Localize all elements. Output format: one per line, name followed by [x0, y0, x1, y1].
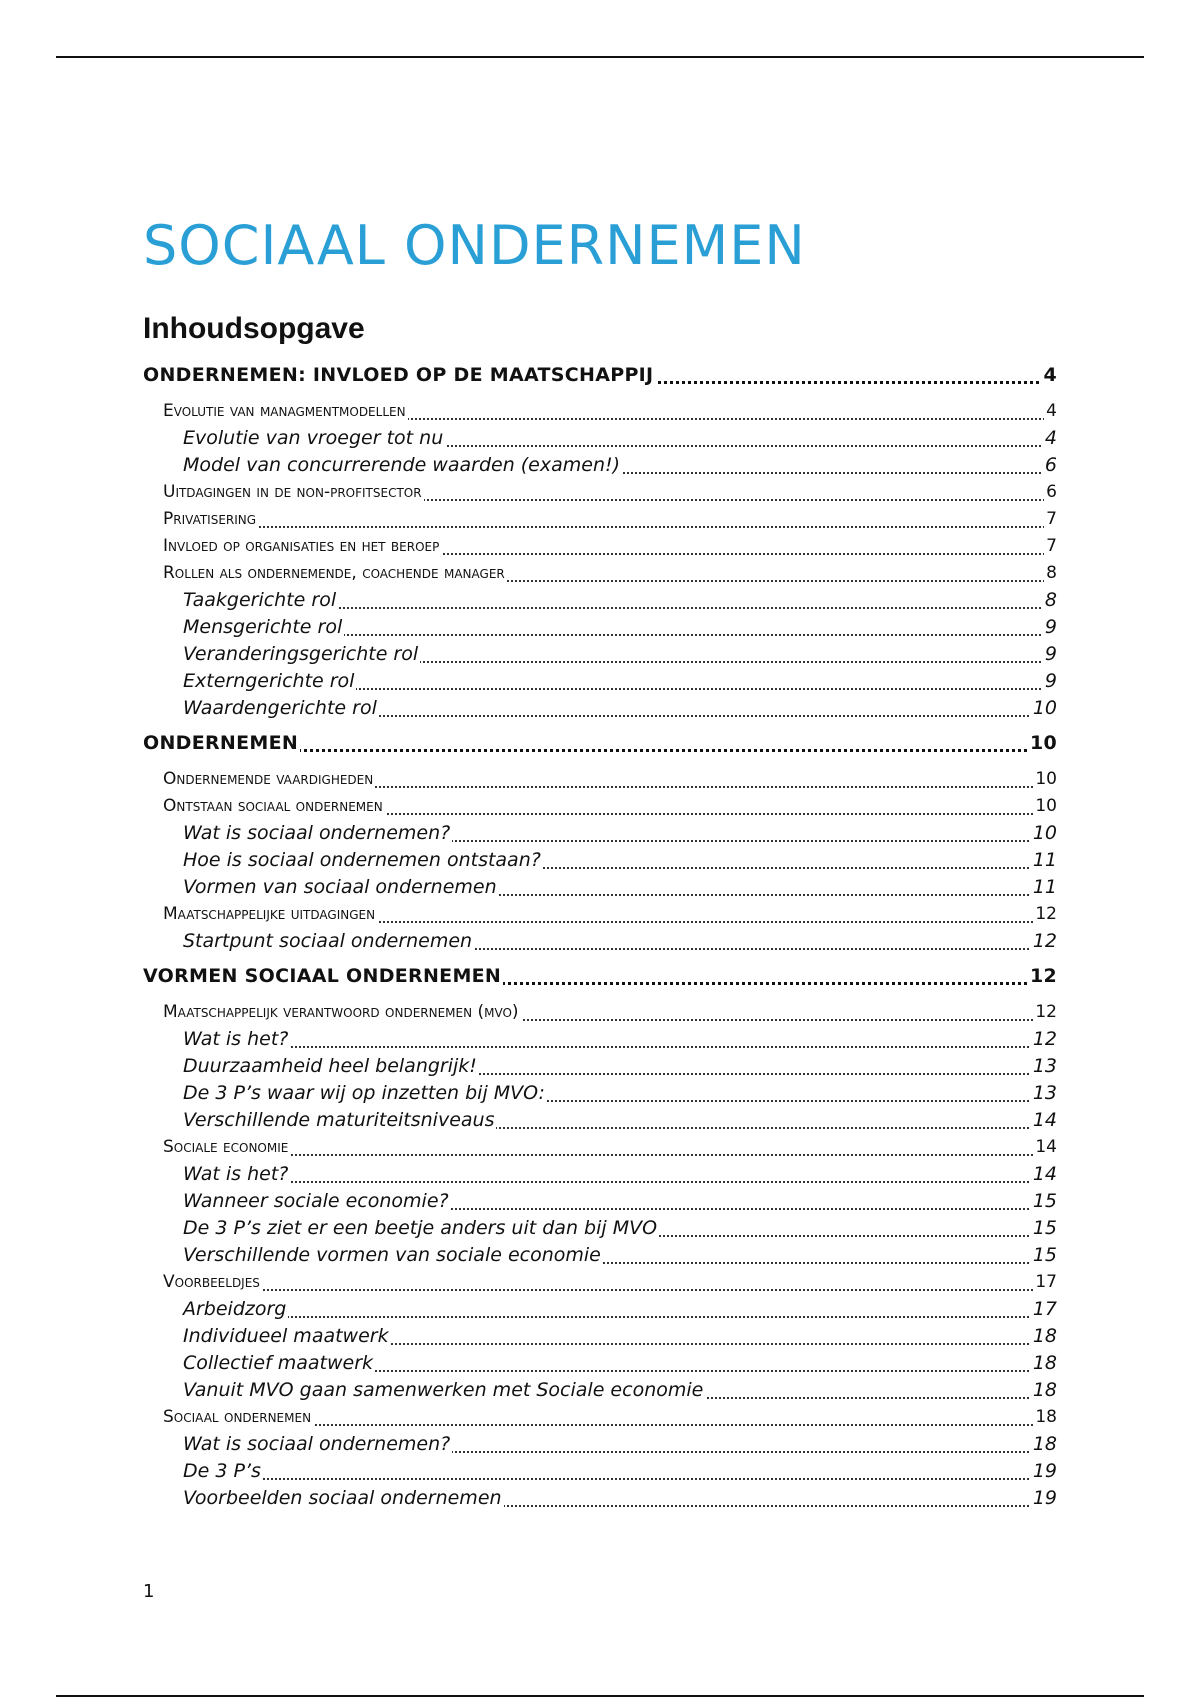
toc-entry[interactable] [143, 1458, 1057, 1485]
toc-entry-page: 18 [1031, 1431, 1057, 1458]
toc-entry-page: 14 [1033, 1134, 1057, 1161]
toc-entry-page: 13 [1031, 1080, 1057, 1107]
toc-entry-page: 10 [1033, 793, 1057, 820]
toc-entry[interactable] [143, 766, 1057, 793]
toc-entry-page: 15 [1031, 1242, 1057, 1269]
toc-entry-label: Wat is sociaal ondernemen? [183, 1433, 451, 1455]
toc-entry-label: Voorbeeldjes [163, 1272, 260, 1292]
toc-entry-label: Verschillende vormen van sociale economie [183, 1244, 601, 1266]
page-number: 1 [143, 1581, 155, 1602]
toc-entry-page: 7 [1044, 533, 1057, 560]
toc-entry[interactable] [143, 1323, 1057, 1350]
toc-entry-label: Hoe is sociaal ondernemen ontstaan? [183, 849, 541, 871]
toc-entry[interactable] [143, 1350, 1057, 1377]
toc-entry[interactable] [143, 1107, 1057, 1134]
toc-dot-leader [183, 1478, 1057, 1480]
toc-entry-label: Taakgerichte rol [183, 589, 337, 611]
toc-entry-page: 15 [1031, 1188, 1057, 1215]
toc-entry[interactable] [143, 793, 1057, 820]
toc-entry[interactable] [143, 999, 1057, 1026]
toc-dot-leader [163, 526, 1057, 528]
toc-entry-page: 10 [1033, 766, 1057, 793]
toc-entry-label: Startpunt sociaal ondernemen [183, 930, 473, 952]
toc-entry-label: Maatschappelijk verantwoord ondernemen (mvo) [163, 1002, 519, 1022]
toc-entry[interactable] [143, 901, 1057, 928]
toc-entry-label: Invloed op organisaties en het beroep [163, 536, 440, 556]
toc-entry-page: 4 [1043, 425, 1057, 452]
toc-entry[interactable] [143, 560, 1057, 587]
toc-entry-label: Verschillende maturiteitsniveaus [183, 1109, 495, 1131]
toc-entry-label: Privatisering [163, 509, 257, 529]
toc-entry-label: Rollen als ondernemende, coachende manager [163, 563, 505, 583]
toc-entry[interactable] [143, 1242, 1057, 1269]
toc-entry-label: Duurzaamheid heel belangrijk! [183, 1055, 477, 1077]
table-of-contents [143, 360, 1057, 1512]
toc-entry-label: Ondernemende vaardigheden [163, 769, 374, 789]
toc-entry[interactable] [143, 695, 1057, 722]
toc-entry-label: Sociaal ondernemen [163, 1407, 312, 1427]
toc-entry-page: 18 [1031, 1377, 1057, 1404]
toc-entry[interactable] [143, 1188, 1057, 1215]
toc-entry-label: Vanuit MVO gaan samenwerken met Sociale economie [183, 1379, 704, 1401]
toc-dot-leader [163, 1154, 1057, 1156]
toc-entry-page: 7 [1044, 506, 1057, 533]
toc-entry[interactable] [143, 961, 1057, 992]
toc-entry-page: 18 [1031, 1350, 1057, 1377]
toc-entry-page: 12 [1033, 999, 1057, 1026]
toc-entry-page: 10 [1028, 728, 1057, 759]
document-title: SOCIAAL ONDERNEMEN [143, 214, 806, 277]
toc-entry-label: Voorbeelden sociaal ondernemen [183, 1487, 502, 1509]
toc-entry-label: Wat is het? [183, 1163, 289, 1185]
toc-entry-label: Vormen van sociaal ondernemen [183, 876, 497, 898]
toc-entry-label: Waardengerichte rol [183, 697, 377, 719]
toc-entry[interactable] [143, 533, 1057, 560]
toc-entry-page: 4 [1041, 360, 1057, 391]
toc-entry-page: 11 [1031, 847, 1057, 874]
toc-entry[interactable] [143, 641, 1057, 668]
toc-entry[interactable] [143, 1161, 1057, 1188]
toc-entry[interactable] [143, 1404, 1057, 1431]
toc-entry-page: 11 [1031, 874, 1057, 901]
toc-entry-label: ONDERNEMEN: INVLOED OP DE MAATSCHAPPIJ [143, 364, 654, 386]
toc-entry[interactable] [143, 452, 1057, 479]
toc-entry-label: Ontstaan sociaal ondernemen [163, 796, 383, 816]
toc-entry[interactable] [143, 1377, 1057, 1404]
toc-entry-page: 4 [1044, 398, 1057, 425]
toc-entry[interactable] [143, 1485, 1057, 1512]
toc-entry[interactable] [143, 614, 1057, 641]
toc-entry-label: ONDERNEMEN [143, 732, 299, 754]
toc-entry-page: 17 [1031, 1296, 1057, 1323]
toc-entry-page: 19 [1031, 1458, 1057, 1485]
toc-entry-page: 19 [1031, 1485, 1057, 1512]
toc-entry[interactable] [143, 360, 1057, 391]
toc-dot-leader [183, 1181, 1057, 1183]
toc-entry-label: De 3 P’s waar wij op inzetten bij MVO: [183, 1082, 545, 1104]
toc-entry-page: 6 [1043, 452, 1057, 479]
toc-entry[interactable] [143, 728, 1057, 759]
toc-entry-label: Individueel maatwerk [183, 1325, 389, 1347]
toc-entry-label: Mensgerichte rol [183, 616, 343, 638]
header-rule [56, 56, 1144, 58]
toc-entry-page: 10 [1031, 820, 1057, 847]
toc-entry-page: 13 [1031, 1053, 1057, 1080]
toc-entry[interactable] [143, 1026, 1057, 1053]
toc-entry-label: Model van concurrerende waarden (examen!) [183, 454, 621, 476]
toc-entry[interactable] [143, 820, 1057, 847]
toc-entry-label: Wanneer sociale economie? [183, 1190, 449, 1212]
toc-entry-label: Evolutie van managmentmodellen [163, 401, 406, 421]
toc-entry[interactable] [143, 506, 1057, 533]
toc-entry[interactable] [143, 1269, 1057, 1296]
toc-entry-label: De 3 P’s ziet er een beetje anders uit dan bij MVO [183, 1217, 658, 1239]
footer-rule [56, 1695, 1144, 1697]
toc-entry-page: 12 [1028, 961, 1057, 992]
toc-entry-label: Maatschappelijke uitdagingen [163, 904, 376, 924]
toc-entry[interactable] [143, 1431, 1057, 1458]
toc-entry[interactable] [143, 398, 1057, 425]
toc-entry[interactable] [143, 1053, 1057, 1080]
toc-dot-leader [183, 1046, 1057, 1048]
toc-entry-label: Collectief maatwerk [183, 1352, 374, 1374]
toc-entry-label: Externgerichte rol [183, 670, 355, 692]
toc-entry-label: Veranderingsgerichte rol [183, 643, 419, 665]
toc-entry-page: 12 [1031, 928, 1057, 955]
toc-entry[interactable] [143, 668, 1057, 695]
toc-entry-page: 15 [1031, 1215, 1057, 1242]
toc-dot-leader [163, 1289, 1057, 1291]
toc-entry[interactable] [143, 928, 1057, 955]
toc-entry-page: 17 [1033, 1269, 1057, 1296]
toc-entry-page: 9 [1043, 668, 1057, 695]
toc-entry-label: Evolutie van vroeger tot nu [183, 427, 444, 449]
toc-entry-label: Arbeidzorg [183, 1298, 287, 1320]
toc-entry-page: 18 [1031, 1323, 1057, 1350]
toc-entry-label: Uitdagingen in de non-profitsector [163, 482, 422, 502]
toc-entry-page: 8 [1044, 560, 1057, 587]
toc-entry-page: 9 [1043, 641, 1057, 668]
toc-entry-page: 10 [1031, 695, 1057, 722]
toc-entry-label: Wat is het? [183, 1028, 289, 1050]
toc-entry-page: 6 [1044, 479, 1057, 506]
toc-entry-page: 8 [1043, 587, 1057, 614]
toc-entry-page: 12 [1031, 1026, 1057, 1053]
toc-entry[interactable] [143, 587, 1057, 614]
toc-heading: Inhoudsopgave [143, 312, 365, 345]
toc-entry-page: 14 [1031, 1161, 1057, 1188]
toc-entry[interactable] [143, 874, 1057, 901]
toc-entry[interactable] [143, 425, 1057, 452]
toc-entry-page: 12 [1033, 901, 1057, 928]
toc-entry-label: Wat is sociaal ondernemen? [183, 822, 451, 844]
toc-entry-page: 9 [1043, 614, 1057, 641]
toc-entry-label: Sociale economie [163, 1137, 289, 1157]
toc-dot-leader [183, 1316, 1057, 1318]
toc-entry[interactable] [143, 1215, 1057, 1242]
toc-entry[interactable] [143, 1296, 1057, 1323]
toc-entry-label: De 3 P’s [183, 1460, 261, 1482]
toc-entry[interactable] [143, 479, 1057, 506]
toc-entry-page: 14 [1031, 1107, 1057, 1134]
toc-entry[interactable] [143, 847, 1057, 874]
toc-entry-label: VORMEN SOCIAAL ONDERNEMEN [143, 965, 502, 987]
toc-entry[interactable] [143, 1134, 1057, 1161]
toc-entry[interactable] [143, 1080, 1057, 1107]
toc-entry-page: 18 [1033, 1404, 1057, 1431]
